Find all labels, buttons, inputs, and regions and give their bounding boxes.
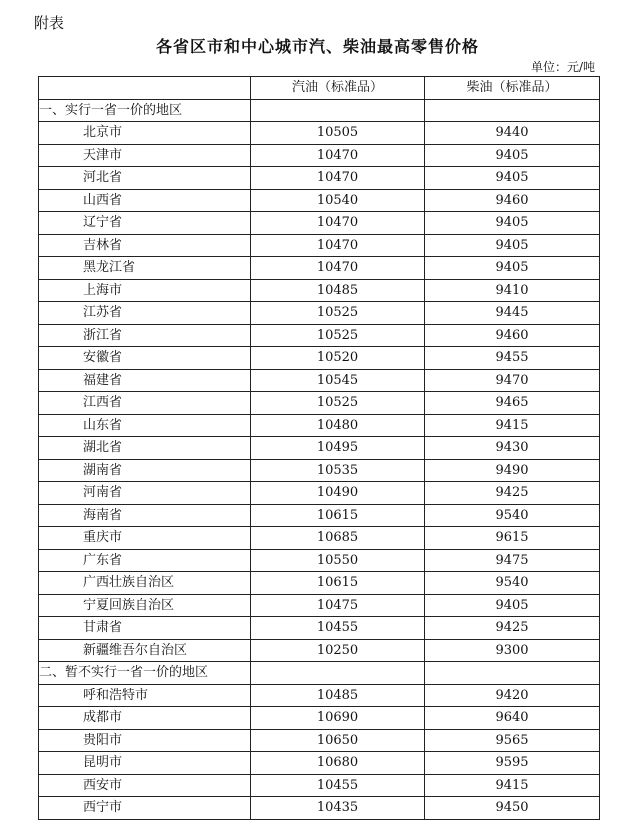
price-table	[38, 76, 600, 820]
table-row	[39, 639, 600, 662]
gasoline-price: 10540	[251, 189, 425, 212]
gasoline-price: 10485	[251, 279, 425, 302]
region-name: 山东省	[39, 414, 251, 437]
gasoline-price: 10685	[251, 527, 425, 550]
table-row	[39, 212, 600, 235]
section-heading: 二、暂不实行一省一价的地区	[39, 662, 251, 685]
region-name: 贵阳市	[39, 729, 251, 752]
gasoline-price: 10455	[251, 617, 425, 640]
diesel-price: 9445	[425, 302, 600, 325]
unit-label: 单位：元/吨	[530, 60, 595, 74]
region-name: 广东省	[39, 549, 251, 572]
diesel-price: 9460	[425, 189, 600, 212]
appendix-label: 附表	[34, 14, 65, 32]
gasoline-price: 10615	[251, 504, 425, 527]
diesel-price: 9450	[425, 797, 600, 820]
table-row	[39, 167, 600, 190]
diesel-price: 9595	[425, 752, 600, 775]
region-name: 成都市	[39, 707, 251, 730]
gasoline-price: 10455	[251, 774, 425, 797]
table-row	[39, 504, 600, 527]
section-empty-cell	[425, 99, 600, 122]
section-heading-row	[39, 99, 600, 122]
table-row	[39, 482, 600, 505]
table-row	[39, 392, 600, 415]
region-name: 重庆市	[39, 527, 251, 550]
region-name: 河北省	[39, 167, 251, 190]
header-region	[39, 77, 251, 100]
table-row	[39, 707, 600, 730]
diesel-price: 9470	[425, 369, 600, 392]
region-name: 吉林省	[39, 234, 251, 257]
table-row	[39, 572, 600, 595]
gasoline-price: 10250	[251, 639, 425, 662]
region-name: 福建省	[39, 369, 251, 392]
table-row	[39, 144, 600, 167]
table-row	[39, 279, 600, 302]
diesel-price: 9415	[425, 414, 600, 437]
diesel-price: 9640	[425, 707, 600, 730]
diesel-price: 9465	[425, 392, 600, 415]
diesel-price: 9405	[425, 144, 600, 167]
region-name: 西安市	[39, 774, 251, 797]
gasoline-price: 10470	[251, 234, 425, 257]
region-name: 黑龙江省	[39, 257, 251, 280]
gasoline-price: 10525	[251, 392, 425, 415]
diesel-price: 9425	[425, 617, 600, 640]
gasoline-price: 10615	[251, 572, 425, 595]
region-name: 湖南省	[39, 459, 251, 482]
table-header-row	[39, 77, 600, 100]
gasoline-price: 10490	[251, 482, 425, 505]
table-row	[39, 302, 600, 325]
gasoline-price: 10470	[251, 167, 425, 190]
table-row	[39, 594, 600, 617]
diesel-price: 9300	[425, 639, 600, 662]
section-heading-row	[39, 662, 600, 685]
table-row	[39, 684, 600, 707]
diesel-price: 9430	[425, 437, 600, 460]
region-name: 河南省	[39, 482, 251, 505]
table-row	[39, 549, 600, 572]
gasoline-price: 10480	[251, 414, 425, 437]
header-gasoline: 汽油（标准品）	[251, 77, 425, 100]
gasoline-price: 10520	[251, 347, 425, 370]
region-name: 天津市	[39, 144, 251, 167]
table-row	[39, 437, 600, 460]
diesel-price: 9405	[425, 212, 600, 235]
gasoline-price: 10470	[251, 212, 425, 235]
gasoline-price: 10545	[251, 369, 425, 392]
diesel-price: 9415	[425, 774, 600, 797]
table-row	[39, 414, 600, 437]
diesel-price: 9410	[425, 279, 600, 302]
section-heading: 一、实行一省一价的地区	[39, 99, 251, 122]
region-name: 辽宁省	[39, 212, 251, 235]
diesel-price: 9565	[425, 729, 600, 752]
region-name: 山西省	[39, 189, 251, 212]
section-empty-cell	[251, 662, 425, 685]
diesel-price: 9615	[425, 527, 600, 550]
gasoline-price: 10550	[251, 549, 425, 572]
region-name: 新疆维吾尔自治区	[39, 639, 251, 662]
region-name: 上海市	[39, 279, 251, 302]
diesel-price: 9405	[425, 257, 600, 280]
region-name: 西宁市	[39, 797, 251, 820]
region-name: 浙江省	[39, 324, 251, 347]
table-row	[39, 347, 600, 370]
diesel-price: 9455	[425, 347, 600, 370]
gasoline-price: 10690	[251, 707, 425, 730]
gasoline-price: 10495	[251, 437, 425, 460]
diesel-price: 9405	[425, 167, 600, 190]
table-row	[39, 257, 600, 280]
table-row	[39, 527, 600, 550]
gasoline-price: 10525	[251, 324, 425, 347]
gasoline-price: 10535	[251, 459, 425, 482]
diesel-price: 9540	[425, 572, 600, 595]
gasoline-price: 10680	[251, 752, 425, 775]
region-name: 北京市	[39, 122, 251, 145]
diesel-price: 9405	[425, 594, 600, 617]
diesel-price: 9420	[425, 684, 600, 707]
gasoline-price: 10470	[251, 144, 425, 167]
gasoline-price: 10470	[251, 257, 425, 280]
section-empty-cell	[425, 662, 600, 685]
region-name: 呼和浩特市	[39, 684, 251, 707]
table-row	[39, 122, 600, 145]
gasoline-price: 10435	[251, 797, 425, 820]
region-name: 江苏省	[39, 302, 251, 325]
table-row	[39, 774, 600, 797]
gasoline-price: 10505	[251, 122, 425, 145]
table-row	[39, 189, 600, 212]
diesel-price: 9490	[425, 459, 600, 482]
table-row	[39, 752, 600, 775]
region-name: 甘肃省	[39, 617, 251, 640]
gasoline-price: 10525	[251, 302, 425, 325]
diesel-price: 9475	[425, 549, 600, 572]
region-name: 海南省	[39, 504, 251, 527]
page-title: 各省区市和中心城市汽、柴油最高零售价格	[155, 37, 479, 56]
gasoline-price: 10650	[251, 729, 425, 752]
region-name: 江西省	[39, 392, 251, 415]
diesel-price: 9440	[425, 122, 600, 145]
region-name: 安徽省	[39, 347, 251, 370]
region-name: 昆明市	[39, 752, 251, 775]
diesel-price: 9405	[425, 234, 600, 257]
table-row	[39, 617, 600, 640]
diesel-price: 9460	[425, 324, 600, 347]
table-row	[39, 797, 600, 820]
gasoline-price: 10475	[251, 594, 425, 617]
table-row	[39, 369, 600, 392]
region-name: 广西壮族自治区	[39, 572, 251, 595]
gasoline-price: 10485	[251, 684, 425, 707]
table-row	[39, 459, 600, 482]
region-name: 宁夏回族自治区	[39, 594, 251, 617]
table-row	[39, 234, 600, 257]
diesel-price: 9425	[425, 482, 600, 505]
region-name: 湖北省	[39, 437, 251, 460]
header-diesel: 柴油（标准品）	[425, 77, 600, 100]
table-row	[39, 324, 600, 347]
section-empty-cell	[251, 99, 425, 122]
table-row	[39, 729, 600, 752]
diesel-price: 9540	[425, 504, 600, 527]
